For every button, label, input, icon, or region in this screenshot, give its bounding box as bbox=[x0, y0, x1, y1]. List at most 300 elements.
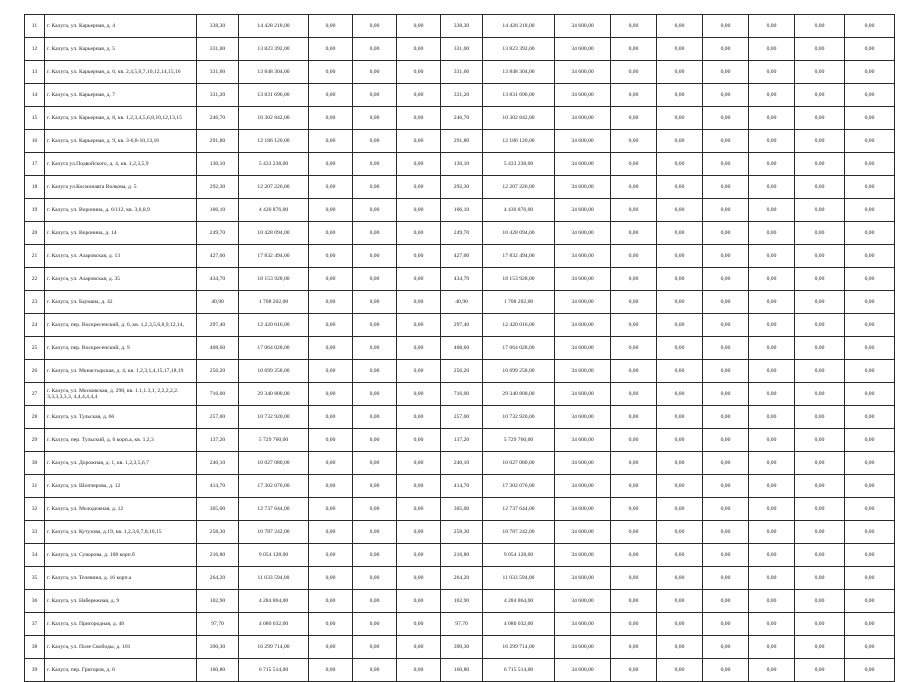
cost-total-cell: 4 430 876,00 bbox=[483, 199, 555, 222]
table-row bbox=[25, 61, 895, 84]
value-cell: 0,00 bbox=[353, 268, 397, 291]
cost-cell: 10 302 842,00 bbox=[239, 107, 309, 130]
value-cell: 0,00 bbox=[309, 61, 353, 84]
value-cell: 0,00 bbox=[845, 475, 895, 498]
area-cell: 414,70 bbox=[197, 475, 239, 498]
table-row bbox=[25, 590, 895, 613]
area-total-cell: 137,20 bbox=[441, 429, 483, 452]
cost-cell: 4 080 032,00 bbox=[239, 613, 309, 636]
area-total-cell: 331,20 bbox=[441, 84, 483, 107]
value-cell: 0,00 bbox=[397, 521, 441, 544]
row-number: 33 bbox=[25, 521, 45, 544]
address-cell: г. Калуга, ул. Азаровская, д. 13 bbox=[45, 245, 197, 268]
value-cell: 0,00 bbox=[611, 360, 657, 383]
area-cell: 160,80 bbox=[197, 659, 239, 682]
value-cell: 0,00 bbox=[397, 337, 441, 360]
area-cell: 240,10 bbox=[197, 452, 239, 475]
area-cell: 390,30 bbox=[197, 636, 239, 659]
cost-cell: 5 729 760,00 bbox=[239, 429, 309, 452]
area-total-cell: 331,00 bbox=[441, 38, 483, 61]
value-cell: 0,00 bbox=[309, 222, 353, 245]
area-total-cell: 106,10 bbox=[441, 199, 483, 222]
value-cell: 0,00 bbox=[703, 337, 749, 360]
address-cell: г. Калуга, ул. Тульская, д. 66 bbox=[45, 406, 197, 429]
cost-cell: 10 699 258,00 bbox=[239, 360, 309, 383]
value-cell: 0,00 bbox=[397, 636, 441, 659]
value-cell: 0,00 bbox=[795, 176, 845, 199]
value-cell: 0,00 bbox=[795, 15, 845, 38]
area-total-cell: 305,00 bbox=[441, 498, 483, 521]
table-row bbox=[25, 567, 895, 590]
value-cell: 0,00 bbox=[845, 245, 895, 268]
housing-register-table bbox=[24, 14, 895, 682]
row-number: 15 bbox=[25, 107, 45, 130]
value-cell: 0,00 bbox=[397, 107, 441, 130]
value-cell: 0,00 bbox=[703, 613, 749, 636]
value-cell: 0,00 bbox=[703, 383, 749, 406]
value-cell: 0,00 bbox=[795, 429, 845, 452]
value-cell: 0,00 bbox=[611, 245, 657, 268]
value-cell: 0,00 bbox=[611, 429, 657, 452]
value-cell: 0,00 bbox=[309, 291, 353, 314]
value-cell: 0,00 bbox=[657, 452, 703, 475]
cost-total-cell: 5 433 238,00 bbox=[483, 153, 555, 176]
table-row bbox=[25, 314, 895, 337]
cost-total-cell: 13 831 696,00 bbox=[483, 84, 555, 107]
price-per-sqm-cell: 34 600,00 bbox=[555, 15, 611, 38]
value-cell: 0,00 bbox=[795, 544, 845, 567]
cost-cell: 13 831 696,00 bbox=[239, 84, 309, 107]
table-row bbox=[25, 291, 895, 314]
row-number: 12 bbox=[25, 38, 45, 61]
table-row bbox=[25, 38, 895, 61]
value-cell: 0,00 bbox=[353, 360, 397, 383]
cost-total-cell: 13 848 304,00 bbox=[483, 61, 555, 84]
area-cell: 130,10 bbox=[197, 153, 239, 176]
value-cell: 0,00 bbox=[795, 199, 845, 222]
value-cell: 0,00 bbox=[611, 176, 657, 199]
value-cell: 0,00 bbox=[657, 429, 703, 452]
value-cell: 0,00 bbox=[611, 291, 657, 314]
value-cell: 0,00 bbox=[749, 429, 795, 452]
value-cell: 0,00 bbox=[845, 84, 895, 107]
price-per-sqm-cell: 34 600,00 bbox=[555, 659, 611, 682]
price-per-sqm-cell: 34 600,00 bbox=[555, 498, 611, 521]
value-cell: 0,00 bbox=[611, 130, 657, 153]
value-cell: 0,00 bbox=[611, 613, 657, 636]
area-total-cell: 160,80 bbox=[441, 659, 483, 682]
value-cell: 0,00 bbox=[703, 268, 749, 291]
area-total-cell: 716,00 bbox=[441, 383, 483, 406]
value-cell: 0,00 bbox=[397, 406, 441, 429]
row-number: 39 bbox=[25, 659, 45, 682]
row-number: 38 bbox=[25, 636, 45, 659]
area-total-cell: 414,70 bbox=[441, 475, 483, 498]
row-number: 23 bbox=[25, 291, 45, 314]
cost-total-cell: 11 033 594,00 bbox=[483, 567, 555, 590]
value-cell: 0,00 bbox=[845, 590, 895, 613]
row-number: 16 bbox=[25, 130, 45, 153]
value-cell: 0,00 bbox=[845, 452, 895, 475]
table-row bbox=[25, 636, 895, 659]
cost-total-cell: 12 737 644,00 bbox=[483, 498, 555, 521]
value-cell: 0,00 bbox=[353, 475, 397, 498]
area-total-cell: 216,80 bbox=[441, 544, 483, 567]
value-cell: 0,00 bbox=[657, 107, 703, 130]
value-cell: 0,00 bbox=[657, 176, 703, 199]
value-cell: 0,00 bbox=[795, 245, 845, 268]
address-cell: г. Калуга, ул. Шопчерова, д. 12 bbox=[45, 475, 197, 498]
value-cell: 0,00 bbox=[657, 153, 703, 176]
address-cell: г. Калуга, ул. Молодежная, д. 12 bbox=[45, 498, 197, 521]
value-cell: 0,00 bbox=[657, 544, 703, 567]
value-cell: 0,00 bbox=[353, 314, 397, 337]
value-cell: 0,00 bbox=[845, 567, 895, 590]
cost-total-cell: 29 340 800,00 bbox=[483, 383, 555, 406]
area-total-cell: 40,90 bbox=[441, 291, 483, 314]
address-cell: г. Калуга, пер. Григоров, д. 6 bbox=[45, 659, 197, 682]
row-number: 17 bbox=[25, 153, 45, 176]
table-row bbox=[25, 222, 895, 245]
area-cell: 408,60 bbox=[197, 337, 239, 360]
address-cell: г. Калуга, ул. Монастырская, д. 4, кв. 1,2,3,1,4,15,17,18,19 bbox=[45, 360, 197, 383]
address-cell: г. Калуга ул.Подвойского, д. 4, кв. 1,2,3,5,9 bbox=[45, 153, 197, 176]
area-total-cell: 292,30 bbox=[441, 176, 483, 199]
cost-cell: 10 732 920,00 bbox=[239, 406, 309, 429]
value-cell: 0,00 bbox=[845, 429, 895, 452]
value-cell: 0,00 bbox=[703, 636, 749, 659]
value-cell: 0,00 bbox=[703, 567, 749, 590]
value-cell: 0,00 bbox=[611, 314, 657, 337]
price-per-sqm-cell: 34 600,00 bbox=[555, 84, 611, 107]
area-total-cell: 297,40 bbox=[441, 314, 483, 337]
value-cell: 0,00 bbox=[657, 613, 703, 636]
cost-cell: 11 033 594,00 bbox=[239, 567, 309, 590]
value-cell: 0,00 bbox=[309, 153, 353, 176]
value-cell: 0,00 bbox=[845, 636, 895, 659]
value-cell: 0,00 bbox=[397, 153, 441, 176]
value-cell: 0,00 bbox=[309, 636, 353, 659]
value-cell: 0,00 bbox=[397, 268, 441, 291]
value-cell: 0,00 bbox=[795, 475, 845, 498]
value-cell: 0,00 bbox=[611, 406, 657, 429]
address-cell: г. Калуга, ул. Кутузова, д.19, кв. 1,2,3,6,7,8,10,15 bbox=[45, 521, 197, 544]
price-per-sqm-cell: 34 600,00 bbox=[555, 360, 611, 383]
table-row bbox=[25, 521, 895, 544]
price-per-sqm-cell: 34 600,00 bbox=[555, 613, 611, 636]
area-total-cell: 338,30 bbox=[441, 15, 483, 38]
value-cell: 0,00 bbox=[353, 429, 397, 452]
value-cell: 0,00 bbox=[749, 406, 795, 429]
value-cell: 0,00 bbox=[397, 291, 441, 314]
value-cell: 0,00 bbox=[309, 544, 353, 567]
value-cell: 0,00 bbox=[397, 314, 441, 337]
price-per-sqm-cell: 34 600,00 bbox=[555, 107, 611, 130]
table-row bbox=[25, 153, 895, 176]
value-cell: 0,00 bbox=[795, 383, 845, 406]
value-cell: 0,00 bbox=[845, 498, 895, 521]
value-cell: 0,00 bbox=[703, 130, 749, 153]
cost-cell: 29 340 800,00 bbox=[239, 383, 309, 406]
cost-cell: 5 433 238,00 bbox=[239, 153, 309, 176]
area-total-cell: 97,70 bbox=[441, 613, 483, 636]
value-cell: 0,00 bbox=[657, 222, 703, 245]
value-cell: 0,00 bbox=[749, 360, 795, 383]
address-cell: г. Калуга, ул. Воронина, д. 14 bbox=[45, 222, 197, 245]
table-row bbox=[25, 360, 895, 383]
price-per-sqm-cell: 34 600,00 bbox=[555, 130, 611, 153]
value-cell: 0,00 bbox=[703, 452, 749, 475]
value-cell: 0,00 bbox=[611, 659, 657, 682]
table-row bbox=[25, 659, 895, 682]
price-per-sqm-cell: 34 600,00 bbox=[555, 590, 611, 613]
value-cell: 0,00 bbox=[703, 222, 749, 245]
price-per-sqm-cell: 34 600,00 bbox=[555, 383, 611, 406]
value-cell: 0,00 bbox=[749, 15, 795, 38]
value-cell: 0,00 bbox=[657, 521, 703, 544]
value-cell: 0,00 bbox=[795, 38, 845, 61]
value-cell: 0,00 bbox=[749, 268, 795, 291]
cost-cell: 13 848 304,00 bbox=[239, 61, 309, 84]
value-cell: 0,00 bbox=[795, 521, 845, 544]
area-total-cell: 408,60 bbox=[441, 337, 483, 360]
value-cell: 0,00 bbox=[309, 567, 353, 590]
row-number: 19 bbox=[25, 199, 45, 222]
value-cell: 0,00 bbox=[309, 475, 353, 498]
value-cell: 0,00 bbox=[795, 268, 845, 291]
value-cell: 0,00 bbox=[703, 429, 749, 452]
value-cell: 0,00 bbox=[749, 61, 795, 84]
table-row bbox=[25, 544, 895, 567]
cost-total-cell: 10 787 242,00 bbox=[483, 521, 555, 544]
value-cell: 0,00 bbox=[611, 590, 657, 613]
value-cell: 0,00 bbox=[397, 130, 441, 153]
cost-total-cell: 16 299 714,00 bbox=[483, 636, 555, 659]
value-cell: 0,00 bbox=[657, 84, 703, 107]
value-cell: 0,00 bbox=[657, 475, 703, 498]
table-row bbox=[25, 15, 895, 38]
value-cell: 0,00 bbox=[703, 153, 749, 176]
value-cell: 0,00 bbox=[657, 245, 703, 268]
table-body bbox=[25, 15, 895, 682]
cost-cell: 16 299 714,00 bbox=[239, 636, 309, 659]
address-cell: г. Калуга, ул. Карьерная, д. 7 bbox=[45, 84, 197, 107]
value-cell: 0,00 bbox=[749, 314, 795, 337]
cost-total-cell: 1 708 202,00 bbox=[483, 291, 555, 314]
cost-total-cell: 10 428 094,00 bbox=[483, 222, 555, 245]
value-cell: 0,00 bbox=[845, 521, 895, 544]
value-cell: 0,00 bbox=[353, 567, 397, 590]
value-cell: 0,00 bbox=[845, 613, 895, 636]
cost-cell: 13 823 392,00 bbox=[239, 38, 309, 61]
value-cell: 0,00 bbox=[845, 222, 895, 245]
value-cell: 0,00 bbox=[397, 659, 441, 682]
value-cell: 0,00 bbox=[845, 406, 895, 429]
value-cell: 0,00 bbox=[309, 130, 353, 153]
address-cell: г. Калуга, ул. Набережная, д. 9 bbox=[45, 590, 197, 613]
value-cell: 0,00 bbox=[845, 130, 895, 153]
area-total-cell: 257,00 bbox=[441, 406, 483, 429]
value-cell: 0,00 bbox=[703, 314, 749, 337]
value-cell: 0,00 bbox=[657, 636, 703, 659]
value-cell: 0,00 bbox=[749, 84, 795, 107]
table-row bbox=[25, 199, 895, 222]
cost-total-cell: 12 186 120,00 bbox=[483, 130, 555, 153]
value-cell: 0,00 bbox=[611, 636, 657, 659]
row-number: 34 bbox=[25, 544, 45, 567]
area-cell: 216,80 bbox=[197, 544, 239, 567]
value-cell: 0,00 bbox=[611, 337, 657, 360]
area-total-cell: 390,30 bbox=[441, 636, 483, 659]
value-cell: 0,00 bbox=[353, 498, 397, 521]
price-per-sqm-cell: 34 600,00 bbox=[555, 636, 611, 659]
value-cell: 0,00 bbox=[353, 659, 397, 682]
area-cell: 291,80 bbox=[197, 130, 239, 153]
value-cell: 0,00 bbox=[353, 544, 397, 567]
value-cell: 0,00 bbox=[353, 406, 397, 429]
row-number: 13 bbox=[25, 61, 45, 84]
value-cell: 0,00 bbox=[749, 636, 795, 659]
value-cell: 0,00 bbox=[845, 107, 895, 130]
value-cell: 0,00 bbox=[657, 590, 703, 613]
value-cell: 0,00 bbox=[749, 567, 795, 590]
table-row bbox=[25, 107, 895, 130]
value-cell: 0,00 bbox=[703, 245, 749, 268]
row-number: 31 bbox=[25, 475, 45, 498]
value-cell: 0,00 bbox=[795, 314, 845, 337]
value-cell: 0,00 bbox=[845, 383, 895, 406]
area-cell: 434,70 bbox=[197, 268, 239, 291]
value-cell: 0,00 bbox=[657, 291, 703, 314]
cost-total-cell: 17 302 076,00 bbox=[483, 475, 555, 498]
value-cell: 0,00 bbox=[611, 153, 657, 176]
value-cell: 0,00 bbox=[353, 613, 397, 636]
value-cell: 0,00 bbox=[703, 107, 749, 130]
area-cell: 716,00 bbox=[197, 383, 239, 406]
area-cell: 305,00 bbox=[197, 498, 239, 521]
table-row bbox=[25, 130, 895, 153]
value-cell: 0,00 bbox=[749, 199, 795, 222]
value-cell: 0,00 bbox=[397, 567, 441, 590]
area-cell: 331,20 bbox=[197, 84, 239, 107]
value-cell: 0,00 bbox=[749, 337, 795, 360]
value-cell: 0,00 bbox=[845, 360, 895, 383]
address-cell: г. Калуга, ул. Дорожная, д. 1, кв. 1,2,3,5,6,7 bbox=[45, 452, 197, 475]
value-cell: 0,00 bbox=[657, 337, 703, 360]
area-total-cell: 240,10 bbox=[441, 452, 483, 475]
value-cell: 0,00 bbox=[309, 613, 353, 636]
value-cell: 0,00 bbox=[845, 314, 895, 337]
area-cell: 249,70 bbox=[197, 222, 239, 245]
value-cell: 0,00 bbox=[397, 429, 441, 452]
value-cell: 0,00 bbox=[703, 15, 749, 38]
value-cell: 0,00 bbox=[795, 406, 845, 429]
value-cell: 0,00 bbox=[749, 659, 795, 682]
value-cell: 0,00 bbox=[611, 452, 657, 475]
value-cell: 0,00 bbox=[703, 406, 749, 429]
cost-total-cell: 18 153 928,00 bbox=[483, 268, 555, 291]
row-number: 27 bbox=[25, 383, 45, 406]
area-total-cell: 130,10 bbox=[441, 153, 483, 176]
value-cell: 0,00 bbox=[397, 452, 441, 475]
table-row bbox=[25, 613, 895, 636]
value-cell: 0,00 bbox=[611, 38, 657, 61]
price-per-sqm-cell: 34 600,00 bbox=[555, 268, 611, 291]
value-cell: 0,00 bbox=[397, 199, 441, 222]
value-cell: 0,00 bbox=[795, 107, 845, 130]
row-number: 36 bbox=[25, 590, 45, 613]
value-cell: 0,00 bbox=[397, 245, 441, 268]
cost-cell: 10 428 094,00 bbox=[239, 222, 309, 245]
area-cell: 106,10 bbox=[197, 199, 239, 222]
value-cell: 0,00 bbox=[353, 153, 397, 176]
cost-cell: 17 302 076,00 bbox=[239, 475, 309, 498]
table-row bbox=[25, 429, 895, 452]
address-cell: г. Калуга, ул. Карьерная, д. 5 bbox=[45, 38, 197, 61]
value-cell: 0,00 bbox=[749, 498, 795, 521]
value-cell: 0,00 bbox=[397, 360, 441, 383]
value-cell: 0,00 bbox=[353, 383, 397, 406]
area-total-cell: 258,30 bbox=[441, 521, 483, 544]
value-cell: 0,00 bbox=[353, 61, 397, 84]
cost-cell: 17 064 028,00 bbox=[239, 337, 309, 360]
table-row bbox=[25, 176, 895, 199]
value-cell: 0,00 bbox=[749, 107, 795, 130]
area-cell: 97,70 bbox=[197, 613, 239, 636]
value-cell: 0,00 bbox=[309, 268, 353, 291]
value-cell: 0,00 bbox=[845, 544, 895, 567]
table-row bbox=[25, 406, 895, 429]
address-cell: г. Калуга, ул. Карьерная, д. 9, кв. 3-6,8-10,13,16 bbox=[45, 130, 197, 153]
cost-total-cell: 10 302 842,00 bbox=[483, 107, 555, 130]
value-cell: 0,00 bbox=[397, 38, 441, 61]
value-cell: 0,00 bbox=[795, 636, 845, 659]
value-cell: 0,00 bbox=[309, 84, 353, 107]
price-per-sqm-cell: 34 600,00 bbox=[555, 153, 611, 176]
address-cell: г. Калуга, пер. Воскресенский, д. 9 bbox=[45, 337, 197, 360]
area-cell: 40,90 bbox=[197, 291, 239, 314]
value-cell: 0,00 bbox=[795, 567, 845, 590]
area-cell: 292,30 bbox=[197, 176, 239, 199]
area-total-cell: 256,20 bbox=[441, 360, 483, 383]
value-cell: 0,00 bbox=[795, 84, 845, 107]
table-row bbox=[25, 84, 895, 107]
cost-total-cell: 14 428 218,00 bbox=[483, 15, 555, 38]
address-cell: г. Калуга, ул. Московская, д. 298, кв. 1.1,1.3,1, 2,2,2,2,2. 3,3,3,3,3,3, 4,4,4,4,4,4 bbox=[45, 383, 197, 406]
value-cell: 0,00 bbox=[845, 38, 895, 61]
value-cell: 0,00 bbox=[749, 38, 795, 61]
cost-total-cell: 17 832 494,00 bbox=[483, 245, 555, 268]
price-per-sqm-cell: 34 600,00 bbox=[555, 245, 611, 268]
value-cell: 0,00 bbox=[703, 659, 749, 682]
value-cell: 0,00 bbox=[795, 130, 845, 153]
value-cell: 0,00 bbox=[309, 383, 353, 406]
cost-total-cell: 10 027 080,00 bbox=[483, 452, 555, 475]
value-cell: 0,00 bbox=[749, 613, 795, 636]
address-cell: г. Калуга, ул. Карьерная, д. 6, кв. 2,4,5,6,7,10,12,14,15,16 bbox=[45, 61, 197, 84]
value-cell: 0,00 bbox=[309, 452, 353, 475]
value-cell: 0,00 bbox=[353, 38, 397, 61]
area-cell: 297,40 bbox=[197, 314, 239, 337]
value-cell: 0,00 bbox=[611, 61, 657, 84]
row-number: 18 bbox=[25, 176, 45, 199]
cost-cell: 1 708 202,00 bbox=[239, 291, 309, 314]
address-cell: г. Калуга, ул. Телевина, д. 16 корп.а bbox=[45, 567, 197, 590]
area-total-cell: 102,90 bbox=[441, 590, 483, 613]
value-cell: 0,00 bbox=[845, 153, 895, 176]
address-cell: г. Калуга, ул. Карьерная, д. 8, кв. 1,2,3,4,5,6,8,10,12,13,15 bbox=[45, 107, 197, 130]
address-cell: г. Калуга, пер. Тульский, д. 6 корп.а, кв. 1,2,3 bbox=[45, 429, 197, 452]
